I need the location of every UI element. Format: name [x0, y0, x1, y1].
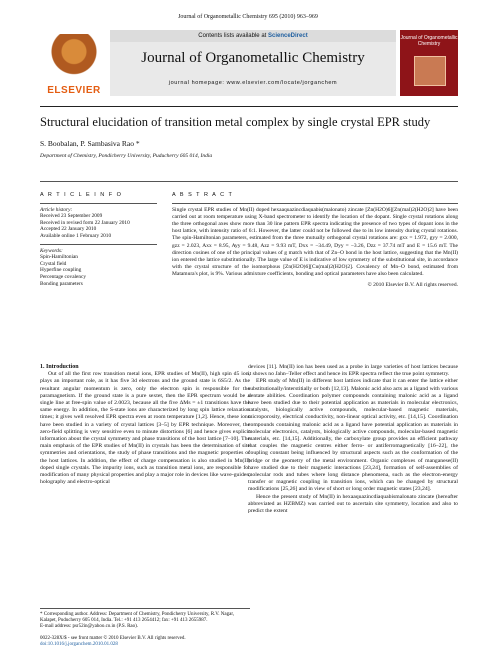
masthead-rule: [40, 106, 458, 107]
page-footer: [40, 636, 250, 648]
abstract-heading: A B S T R A C T: [172, 192, 234, 198]
authors: S. Boobalan, P. Sambasiva Rao *: [40, 139, 140, 148]
sciencedirect-link[interactable]: ScienceDirect: [268, 33, 308, 39]
contents-prefix: Contents lists available at: [198, 33, 267, 39]
cover-title: Journal of Organometallic Chemistry: [400, 35, 458, 47]
divider: [40, 203, 157, 204]
history-item: Accepted 22 January 2010: [40, 226, 97, 233]
abstract-text: Single crystal EPR studies of Mn(II) doped hexaaquazincdiaquabis(malonato) zincate [Zn(H2O)6][Zn(mal)2(H2O)2] have been carried out at room temperature using X-band spectrometer to identify the location of the dopant. Single crystal rotations along the three orthogonal axes show more than 30 line pattern EPR spectra indicating the presence of two types of dopant ions in the host lattice, with intensity ratio of 6:1. However, the latter could not be followed due to its low intensity during crystal rotations. The spin-Hamiltonian parameters, estimated from the three mutually orthogonal crystal rotations are: gxx = 1.972, gyy = 2.000, gzz = 2.023, Axx = 8.95, Ayy = 9.48, Azz = 9.93 mT, Dxx = −34.49, Dyy = −3.26, Dzz = 37.74 mT and E = 15.6 mT. The direction cosines of one of the principal values of g match with that of Zn–O bond in the host lattice, suggesting that the Mn(II) ion entered the lattice substitutionally. The large value of E is indicative of low symmetry of the substitutional site, in accordance with the crystal structure of the isomorphous [Zn(H2O)6][Cu(mal)2(H2O)2]. Covalency of Mn–O bond, estimated from Matamura's plot, is 9%. Various admixture coefficients, bonding and optical parameters have also been calculated.: [172, 207, 458, 277]
paragraph: EPR study of Mn(II) in different host lattices indicate that it can enter the lattice either substitutionally/interstitially or both [12,13]. Malonic acid also acts as a ligand with various dentate abilities. Coordination polymer compounds containing malonic acid as a ligand have been studied due to their potential application as materials in molecular electronics, catalysts, biologically active compounds, molecular-based magnetic materials, microporosity, electrical conductivity, non-linear optical activity, etc. [14,15]. Coordination compounds containing malonic acid as a ligand have potential application as materials in molecular electronics, catalysts, biologically active compounds, molecular-based magnetic materials, etc. [14,15]. Additionally, the carboxylate group provides an efficient pathway that couples the magnetic centres either ferro- or antiferromagnetically [16–22], the coupling constant being influenced by structural aspects such as the conformation of the bridge or the geometry of the metal environment. Organic complexes of manganese(II) have studied due to their magnetic interactions [23,24], formation of self-assemblies of molecular rods and tubes where long distance phenomena, such as the electron-energy transfer or magnetic coupling in transition ions, which can be changed by structural modifications [25,26] and in view of short or long order magnetic states [23,24].: [248, 378, 458, 493]
corresponding-author: * Corresponding author. Address: Department of Chemistry, Pondicherry University, R.V. Nagar, Kalapet, Puducherry 605 014, India. Tel.: +91 413 2654412; fax: +91 413 2655987.: [40, 612, 235, 623]
article-info: [40, 192, 157, 287]
article-title: Structural elucidation of transition metal complex by single crystal EPR study: [40, 115, 431, 129]
copyright: © 2010 Elsevier B.V. All rights reserved.: [367, 282, 458, 289]
paragraph: Out of all the first row transition metal ions, EPR studies of Mn(II), high spin d5 ion, plays an important role, as it has five 3d electrons and the ground state is 6S5/2. As the resultant angular momentum is zero, only the electron spin is responsible for the paramagnetism. If the ground state is a pure sextet, then the EPR spectrum would be a single line at free-spin value of 2.0023, because all the five ΔMs = ±1 transitions have the same energy. In addition, the S-state ions are characterized by long spin lattice relaxation times; it gives well resolved EPR spectra even at room temperature [1,2]. Hence, these ions have been studied in a variety of crystal lattices [3–5] by EPR technique. Moreover, the zero-field splitting is very sensitive even to minute distortions [6] and hence gives explicit information about the crystal symmetry and phase transitions of the host lattice [7–10]. The main emphasis of the EPR studies of Mn(II) in crystals has been the determination of site symmetries and orientations, the study of phase transitions and the magnetic properties of the host lattices. In addition, the effect of charge compensation is also studied in Mn(II) doped single crystals. The impurity ions, such as transition metal ions, are responsible for modification of many physical properties and play a major role in devices like wave-guides, holography and electro-optical: [40, 371, 250, 486]
running-head: Journal of Organometallic Chemistry 695 (2010) 963–969: [178, 14, 318, 20]
elsevier-tree-icon: [50, 34, 98, 78]
keyword: Crystal field: [40, 260, 67, 267]
footnote: [40, 608, 250, 630]
journal-cover: [400, 30, 458, 96]
left-column: [40, 364, 250, 486]
keyword: Hyperfine coupling: [40, 267, 82, 274]
section-heading: 1. Introduction: [40, 364, 79, 370]
doi-link[interactable]: doi:10.1016/j.jorganchem.2010.01.028: [40, 642, 118, 647]
publisher-name: ELSEVIER: [47, 85, 101, 96]
journal-masthead: [40, 30, 458, 102]
right-column: [248, 364, 458, 515]
journal-title: Journal of Organometallic Chemistry: [141, 50, 365, 66]
article-info-heading: A R T I C L E I N F O: [40, 192, 123, 198]
masthead-band: [110, 30, 396, 96]
history-item: Received 23 September 2009: [40, 213, 103, 220]
history-item: Received in revised form 22 January 2010: [40, 219, 130, 226]
affiliation: Department of Chemistry, Pondicherry University, Puducherry 605 014, India: [40, 153, 213, 159]
history-label: Article history:: [40, 206, 73, 213]
issn-line: 0022-328X/$ - see front matter © 2010 Elsevier B.V. All rights reserved.: [40, 636, 186, 641]
paragraph: devices [11]. Mn(II) ion has been used as a probe in large varieties of host lattices because it shows no Jahn–Teller effect and hence its EPR spectra reflect the true point symmetry.: [248, 364, 458, 378]
info-top-rule: [40, 181, 458, 182]
divider: [172, 203, 458, 204]
paragraph: Hence the present study of Mn(II) in hexaaquazincdiaquabismalonato zincate (hereafter abbreviated as HZBMZ) was carried out to ascertain site symmetry, location and also to predict the extent: [248, 493, 458, 515]
history-item: Available online 1 February 2010: [40, 232, 112, 239]
publisher-logo: [40, 30, 108, 96]
cover-image: [414, 56, 446, 86]
abstract: [172, 192, 458, 289]
keyword: Spin-Hamiltonian: [40, 254, 78, 261]
email[interactable]: E-mail address: psr52in@yahoo.co.in (P.S. Rao).: [40, 624, 139, 629]
divider: [40, 244, 157, 245]
keyword: Percentage covalency: [40, 273, 87, 280]
keywords-label: Keywords:: [40, 247, 63, 254]
keyword: Bonding parameters: [40, 280, 83, 287]
contents-line: [110, 30, 396, 42]
journal-homepage[interactable]: journal homepage: www.elsevier.com/locate/jorganchem: [168, 80, 338, 86]
